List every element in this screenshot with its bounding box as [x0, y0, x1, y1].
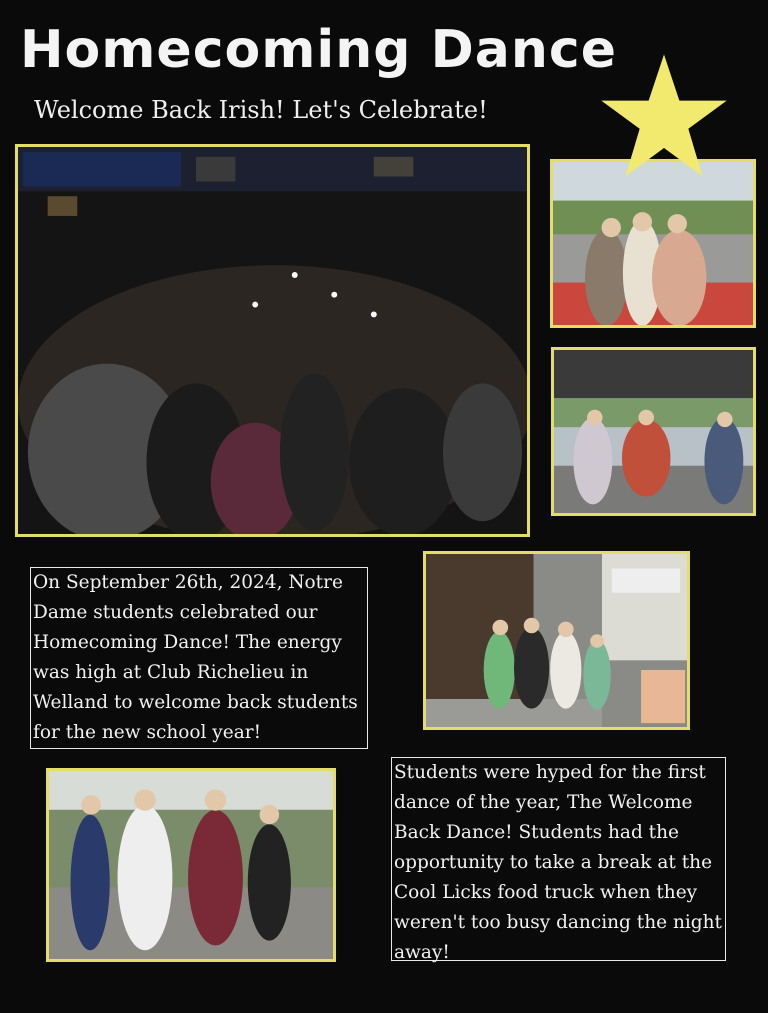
photo-crowd-dancing	[15, 144, 530, 537]
second-caption: Students were hyped for the first dance of the year, The Welcome Back Dance! Students had the opportunity to take a break at the Cool Licks food truck when they weren't too busy dancing the night away!	[391, 757, 726, 961]
photo-group-outside	[46, 768, 336, 962]
page-subtitle: Welcome Back Irish! Let's Celebrate!	[34, 96, 488, 124]
photo-pavilion-dancing	[551, 347, 756, 516]
intro-caption: On September 26th, 2024, Notre Dame students celebrated our Homecoming Dance! The energy was high at Club Richelieu in Welland to welcome back students for the new school year!	[30, 567, 368, 749]
star-icon	[598, 52, 730, 180]
photo-friends-outdoors	[550, 159, 756, 328]
photo-food-truck-group	[423, 551, 690, 730]
page-title: Homecoming Dance	[20, 20, 617, 80]
